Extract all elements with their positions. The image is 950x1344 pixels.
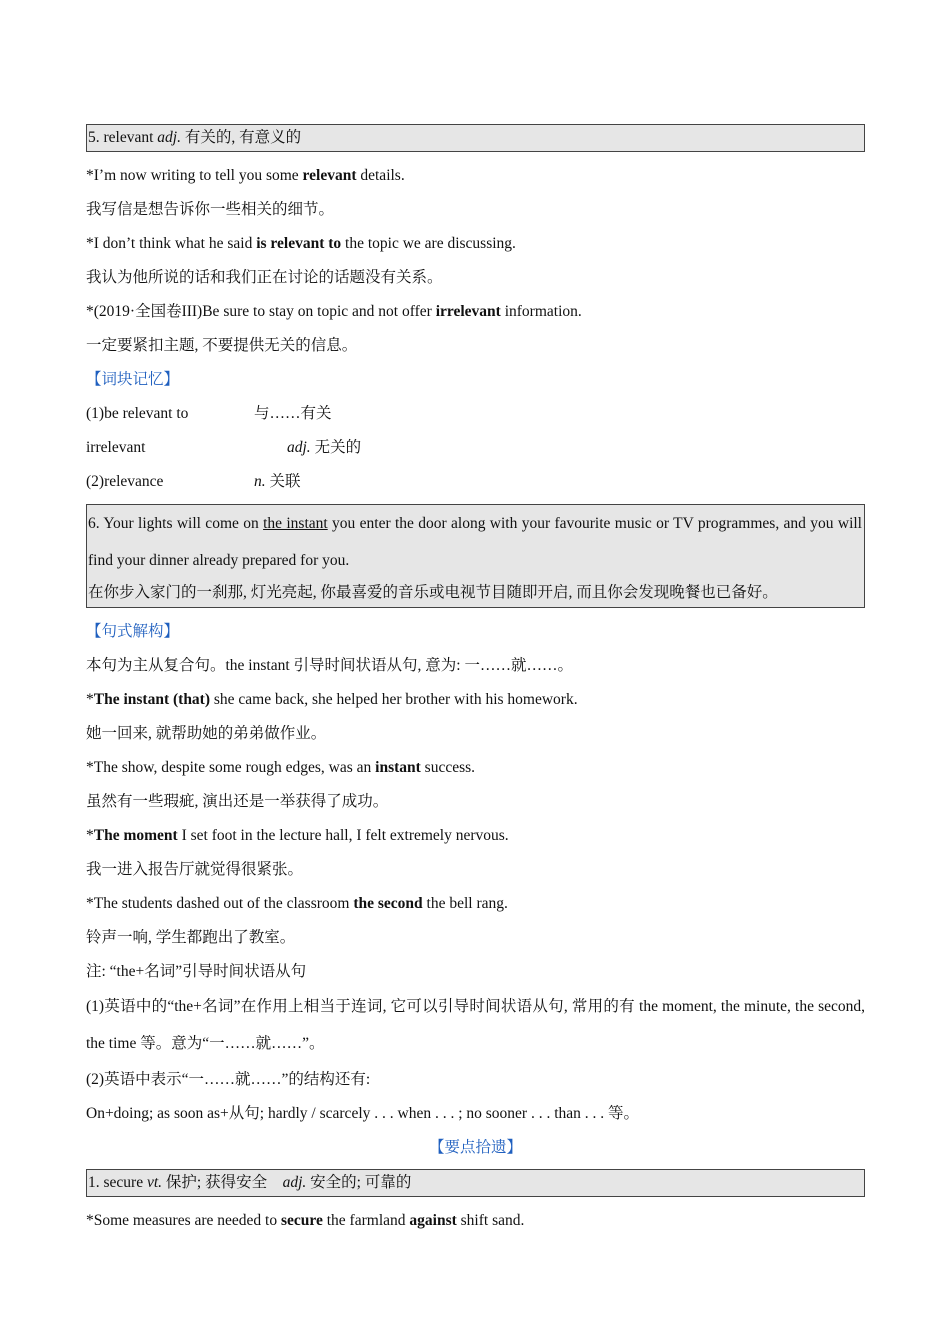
example-translation: 我写信是想告诉你一些相关的细节。 xyxy=(86,201,335,218)
note-item: On+doing; as soon as+从句; hardly / scarcely . . . when . . . ; no sooner . . . than . . . 等。 xyxy=(86,1105,640,1122)
entry-secure-box: 1. secure vt. 保护; 获得安全 adj. 安全的; 可靠的 xyxy=(86,1169,865,1197)
example-sentence: *Some measures are needed to secure the farmland against shift sand. xyxy=(86,1212,525,1229)
example-sentence: *I don’t think what he said is relevant to the topic we are discussing. xyxy=(86,235,516,252)
example-translation: 我一进入报告厅就觉得很紧张。 xyxy=(86,861,304,878)
note-item: (1)英语中的“the+名词”在作用上相当于连词, 它可以引导时间状语从句, 常用的有 the moment, the minute, the second, the time 等。意为“一……就……”。 xyxy=(86,998,865,1052)
points-heading: 【要点拾遗】 xyxy=(428,1139,522,1156)
note-item: (2)英语中表示“一……就……”的结构还有: xyxy=(86,1071,371,1088)
example-translation: 虽然有一些瑕疵, 演出还是一举获得了成功。 xyxy=(86,793,389,810)
entry-pos: adj. xyxy=(157,129,181,146)
entry-word: 5. relevant xyxy=(88,129,158,146)
chunk-item: (2)relevance n. 关联 xyxy=(86,473,301,490)
example-sentence: *The show, despite some rough edges, was an instant success. xyxy=(86,759,476,776)
structure-intro: 本句为主从复合句。the instant 引导时间状语从句, 意为: 一……就……。 xyxy=(86,657,573,674)
note-title: 注: “the+名词”引导时间状语从句 xyxy=(86,963,307,980)
sentence-6-box xyxy=(86,504,865,608)
sentence-6-english: 6. Your lights will come on the instant you enter the door along with your favourite music or TV programmes, and you will find your dinner already prepared for you. xyxy=(88,515,862,569)
example-translation: 我认为他所说的话和我们正在讨论的话题没有关系。 xyxy=(86,269,443,286)
example-translation: 一定要紧扣主题, 不要提供无关的信息。 xyxy=(86,337,358,354)
chunk-heading: 【词块记忆】 xyxy=(86,371,180,388)
example-translation: 她一回来, 就帮助她的弟弟做作业。 xyxy=(86,725,327,742)
sentence-6-translation: 在你步入家门的一刹那, 灯光亮起, 你最喜爱的音乐或电视节目随即开启, 而且你会发现晚餐也已备好。 xyxy=(88,584,778,601)
structure-heading: 【句式解构】 xyxy=(86,623,180,640)
example-sentence: *(2019·全国卷III)Be sure to stay on topic and not offer irrelevant information. xyxy=(86,303,582,320)
example-sentence: *The students dashed out of the classroom the second the bell rang. xyxy=(86,895,508,912)
example-sentence: *I’m now writing to tell you some relevant details. xyxy=(86,167,405,184)
chunk-item: (1)be relevant to 与……有关 xyxy=(86,405,332,422)
entry-meaning: 有关的, 有意义的 xyxy=(180,129,302,146)
chunk-item: irrelevant adj. 无关的 xyxy=(86,439,362,456)
document-page xyxy=(86,124,865,1231)
example-translation: 铃声一响, 学生都跑出了教室。 xyxy=(86,929,296,946)
example-sentence: *The moment I set foot in the lecture hall, I felt extremely nervous. xyxy=(86,827,509,844)
entry-relevant-box xyxy=(86,124,865,152)
example-sentence: *The instant (that) she came back, she helped her brother with his homework. xyxy=(86,691,578,708)
